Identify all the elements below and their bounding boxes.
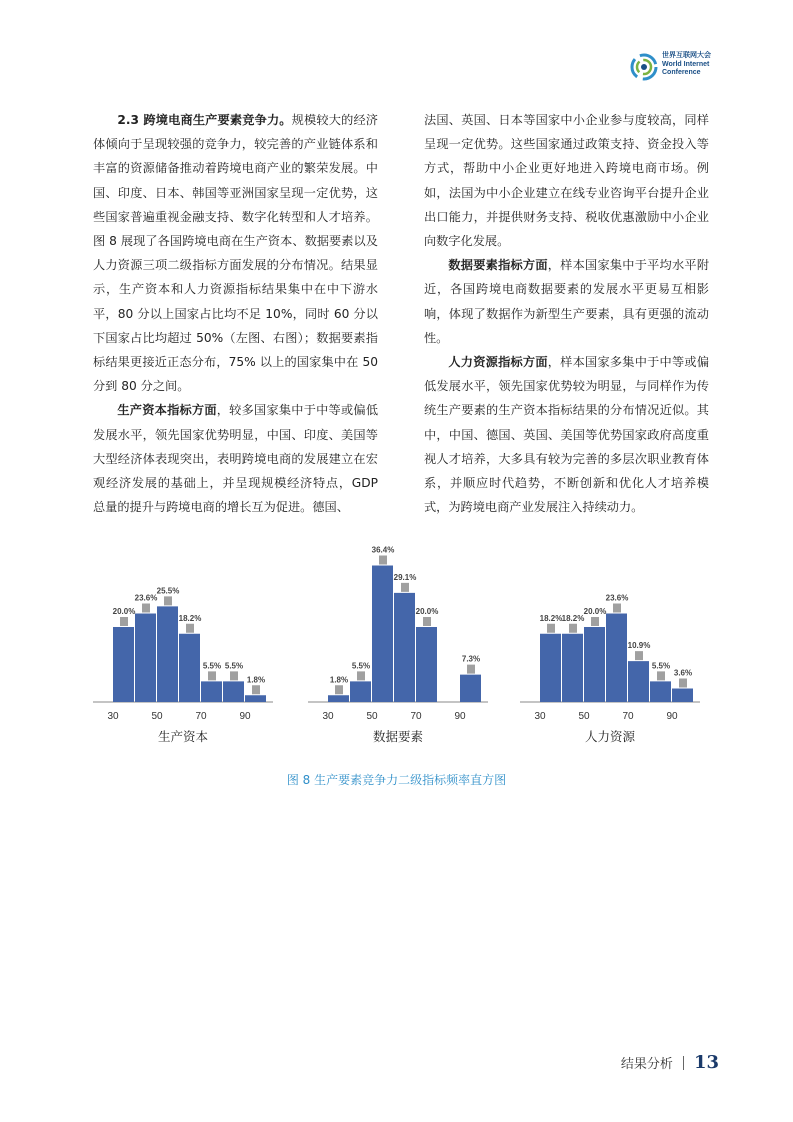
bar-value-label: 1.8%: [329, 675, 349, 685]
paragraph-text: 法国、英国、日本等国家中小企业参与度较高，同样呈现一定优势。这些国家通过政策支持、资金投入等方式，帮助中小企业更好地进入跨境电商市场。例如，法国为中小企业建立在线专业咨询平台提升企业出口能力，并提供财务支持、税收优惠激励中小企业向数字化发展。: [424, 113, 709, 249]
logo-en-line2: Conference: [662, 69, 701, 76]
bar-label-marker: [208, 671, 216, 680]
bar-label-marker: [569, 624, 577, 633]
x-tick-label: 70: [622, 711, 634, 722]
bar-value-label: 20.0%: [112, 607, 136, 616]
bar-value-label: 5.5%: [202, 661, 222, 671]
footer-divider: [683, 1056, 684, 1070]
bar-value-label: 3.6%: [673, 668, 693, 678]
x-tick-label: 50: [151, 711, 163, 722]
x-tick-label: 30: [107, 711, 119, 722]
bar-label-marker: [401, 583, 409, 592]
paragraph-text: 规模较大的经济体倾向于呈现较强的竞争力，较完善的产业链体系和丰富的资源储备推动着跨境电商产业的繁荣发展。中国、印度、日本、韩国等亚洲国家呈现一定优势，这些国家普遍重视金融支持、数字化转型和人才培养。图 8 展现了各国跨境电商在生产资本、数据要素以及人力资源三项二级指标方面发展的分布情况。结果显示，生产资本和人力资源指标结果集中在中下游水平，80 分以上国家占比均不足 10%，同时 60 分以下国家占比均超过 50%（左图、右图）；数据要素指标结果更接近正态分布，75% 以上的国家集中在 50 分到 80 分之间。: [93, 113, 378, 394]
page-number: 13: [693, 1052, 719, 1073]
paragraph: [93, 398, 378, 519]
paragraph-text: ，较多国家集中于中等或偏低发展水平，领先国家优势明显，中国、印度、美国等大型经济体表现突出，表明跨境电商的发展建立在宏观经济发展的基础上，并呈现规模经济特点，GDP 总量的提升与跨境电商的增长互为促进。德国、: [93, 403, 379, 515]
histogram-bar: [372, 566, 393, 703]
histogram-bar: [650, 681, 671, 702]
paragraph-text: ，样本国家多集中于中等或偏低发展水平，领先国家优势较为明显，与同样作为传统生产要素的生产资本指标结果的分布情况近似。其中，中国、德国、英国、美国等优势国家政府高度重视人才培养，大多具有较为完善的多层次职业教育体系，并顺应时代趋势，不断创新和优化人才培养模式，为跨境电商产业发展注入持续动力。: [424, 355, 710, 515]
right-column: [424, 108, 709, 519]
paragraph: [424, 108, 709, 253]
bar-value-label: 18.2%: [561, 613, 585, 623]
histogram-bar: [328, 695, 349, 702]
paragraph-heading: 生产资本指标方面: [117, 403, 217, 418]
histogram-bar: [562, 634, 583, 702]
histogram-bar: [350, 681, 371, 702]
logo-text: [662, 52, 711, 78]
bar-value-label: 5.5%: [351, 661, 371, 671]
x-tick-label: 50: [578, 711, 590, 722]
bar-label-marker: [164, 596, 172, 605]
bar-value-label: 5.5%: [651, 661, 671, 671]
bar-value-label: 5.5%: [224, 661, 244, 671]
bar-label-marker: [423, 617, 431, 626]
bar-value-label: 25.5%: [156, 586, 180, 596]
histogram-bar: [460, 675, 481, 702]
bar-label-marker: [679, 679, 687, 688]
left-column: [93, 108, 378, 519]
x-tick-label: 70: [410, 711, 422, 722]
paragraph-heading: 人力资源指标方面: [448, 355, 548, 370]
histogram-bar: [245, 695, 266, 702]
chart-title: 数据要素: [372, 729, 424, 744]
bar-value-label: 20.0%: [583, 607, 607, 616]
section-name: 结果分析: [620, 1057, 673, 1072]
x-tick-label: 30: [322, 711, 334, 722]
bar-value-label: 7.3%: [461, 654, 481, 664]
paragraph-heading: 2.3 跨境电商生产要素竞争力。: [117, 113, 292, 127]
logo-cn: 世界互联网大会: [662, 52, 711, 59]
histogram-bar: [201, 681, 222, 702]
histogram-bar: [113, 627, 134, 702]
histogram-production-capital: [93, 540, 278, 750]
bar-value-label: 29.1%: [393, 572, 417, 582]
bar-value-label: 36.4%: [371, 545, 395, 555]
histogram-human-resources: [520, 540, 705, 750]
histogram-data-elements: [308, 540, 493, 750]
histogram-bar: [540, 634, 561, 702]
bar-label-marker: [613, 604, 621, 613]
x-tick-label: 50: [366, 711, 378, 722]
histogram-bar: [628, 661, 649, 702]
paragraph-heading: 数据要素指标方面: [448, 258, 548, 273]
paragraph: [424, 253, 709, 350]
paragraph: [93, 108, 378, 398]
histogram-bar: [157, 606, 178, 702]
figure-caption: 图 8 生产要素竞争力二级指标频率直方图: [286, 773, 507, 787]
bar-value-label: 1.8%: [246, 675, 266, 685]
bar-label-marker: [547, 624, 555, 633]
x-tick-label: 30: [534, 711, 546, 722]
histogram-bar: [584, 627, 605, 702]
histogram-bar: [416, 627, 437, 702]
bar-label-marker: [120, 617, 128, 626]
bar-label-marker: [230, 671, 238, 680]
x-tick-label: 70: [195, 711, 207, 722]
histogram-bar: [179, 634, 200, 702]
bar-value-label: 23.6%: [134, 593, 158, 603]
bar-label-marker: [186, 624, 194, 633]
logo-en-line1: World Internet: [662, 60, 710, 68]
bar-label-marker: [635, 651, 643, 660]
globe-ring-icon: [626, 48, 666, 88]
paragraph-text: ，样本国家集中于平均水平附近，各国跨境电商数据要素的发展水平更易互相影响，体现了数据作为新型生产要素，具有更强的流动性。: [424, 258, 710, 345]
bar-label-marker: [335, 685, 343, 694]
bar-label-marker: [142, 604, 150, 613]
bar-label-marker: [467, 665, 475, 674]
x-tick-label: 90: [454, 711, 466, 722]
bar-label-marker: [357, 671, 365, 680]
bar-label-marker: [591, 617, 599, 626]
histogram-bar: [394, 593, 415, 702]
chart-title: 生产资本: [157, 729, 209, 744]
page-footer: [621, 1052, 719, 1073]
histogram-bar: [672, 689, 693, 703]
chart-title: 人力资源: [584, 729, 636, 744]
bar-value-label: 18.2%: [539, 613, 563, 623]
histogram-bar: [606, 614, 627, 703]
bar-label-marker: [657, 671, 665, 680]
histogram-bar: [135, 614, 156, 703]
bar-label-marker: [252, 685, 260, 694]
bar-value-label: 10.9%: [627, 641, 651, 651]
bar-value-label: 23.6%: [605, 593, 629, 603]
bar-value-label: 20.0%: [415, 607, 439, 616]
histogram-bar: [223, 681, 244, 702]
x-tick-label: 90: [239, 711, 251, 722]
paragraph: [424, 350, 709, 519]
bar-label-marker: [379, 556, 387, 565]
bar-value-label: 18.2%: [178, 613, 202, 623]
x-tick-label: 90: [666, 711, 678, 722]
